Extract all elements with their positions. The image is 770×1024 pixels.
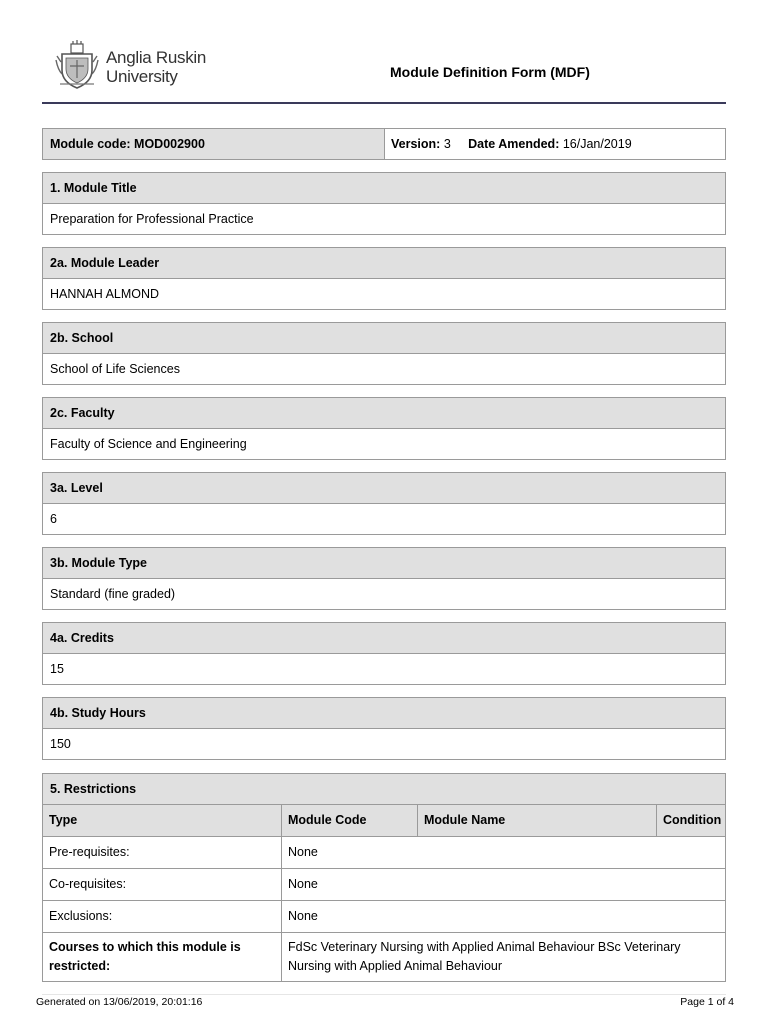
restrictions-heading: 5. Restrictions: [43, 774, 725, 805]
section-value: 6: [50, 512, 57, 526]
restriction-value: None: [288, 909, 318, 923]
section-module-leader: [42, 247, 726, 310]
form-title: Module Definition Form (MDF): [390, 64, 590, 80]
page-header: [0, 0, 770, 106]
section-heading: 2b. School: [43, 323, 725, 354]
restriction-type: Exclusions:: [43, 901, 282, 932]
section-school: [42, 322, 726, 385]
section-credits: [42, 622, 726, 685]
section-module-type: [42, 547, 726, 610]
restriction-value: None: [288, 845, 318, 859]
courses-restricted-value: FdSc Veterinary Nursing with Applied Animal Behaviour BSc Veterinary Nursing with Applied Animal Behaviour: [288, 940, 681, 973]
section-heading: 3b. Module Type: [43, 548, 725, 579]
table-row: [43, 901, 725, 933]
section-value: Faculty of Science and Engineering: [50, 437, 247, 451]
header-divider: [42, 102, 726, 104]
version-value: 3: [443, 137, 451, 151]
page-number: Page 1 of 4: [680, 996, 734, 1008]
section-faculty: [42, 397, 726, 460]
logo-text-line2: University: [106, 67, 178, 86]
university-crest-icon: [54, 40, 100, 90]
logo-text-line1: Anglia Ruskin: [106, 48, 207, 67]
courses-restricted-label: Courses to which this module is restricted:: [43, 933, 282, 981]
restrictions-table: [42, 773, 726, 982]
section-value: HANNAH ALMOND: [50, 287, 160, 301]
version-label: Version:: [391, 137, 441, 151]
section-value: 150: [50, 737, 71, 751]
footer-divider: [42, 994, 726, 995]
table-row: [43, 933, 725, 981]
section-value: Preparation for Professional Practice: [50, 212, 254, 226]
module-code: Module code: MOD002900: [43, 129, 385, 159]
section-study-hours: [42, 697, 726, 760]
column-header-module-name: Module Name: [418, 805, 657, 836]
section-value: 15: [50, 662, 64, 676]
column-header-condition: Condition: [663, 813, 722, 827]
section-value: School of Life Sciences: [50, 362, 180, 376]
table-row: [43, 869, 725, 901]
section-heading: 4a. Credits: [43, 623, 725, 654]
section-level: [42, 472, 726, 535]
section-module-title: [42, 172, 726, 235]
section-heading: 3a. Level: [43, 473, 725, 504]
date-amended-value: 16/Jan/2019: [562, 137, 632, 151]
column-header-module-code: Module Code: [282, 805, 418, 836]
restrictions-header-row: [43, 805, 725, 837]
restriction-value: None: [288, 877, 318, 891]
section-heading: 1. Module Title: [43, 173, 725, 204]
restriction-type: Pre-requisites:: [43, 837, 282, 868]
column-header-type: Type: [43, 805, 282, 836]
generated-timestamp: Generated on 13/06/2019, 20:01:16: [36, 996, 203, 1008]
university-logo: [54, 40, 214, 90]
section-value: Standard (fine graded): [50, 587, 176, 601]
section-heading: 2c. Faculty: [43, 398, 725, 429]
version-info: [385, 129, 725, 159]
date-amended-label: Date Amended:: [468, 137, 560, 151]
restriction-type: Co-requisites:: [43, 869, 282, 900]
section-heading: 2a. Module Leader: [43, 248, 725, 279]
module-code-box: [42, 128, 726, 160]
section-heading: 4b. Study Hours: [43, 698, 725, 729]
table-row: [43, 837, 725, 869]
